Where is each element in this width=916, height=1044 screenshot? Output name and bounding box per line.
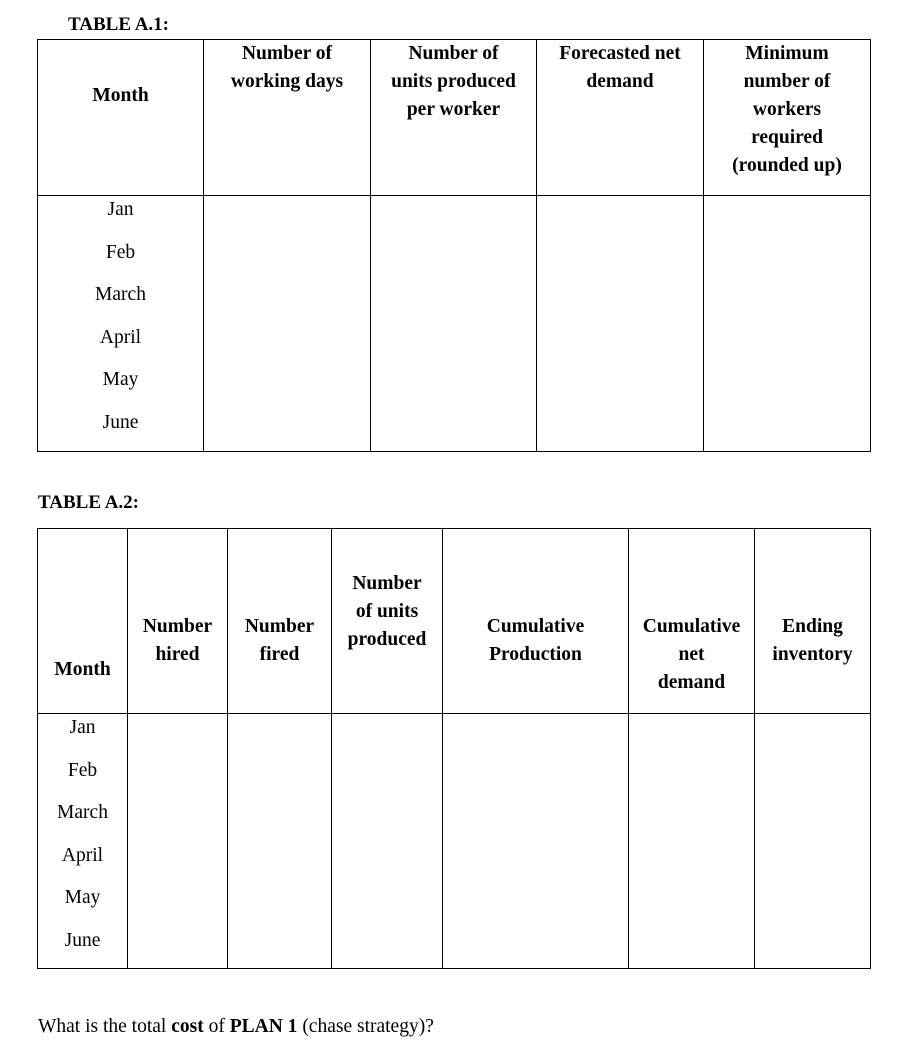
min-workers-cell[interactable] bbox=[704, 196, 871, 452]
working-days-cell[interactable] bbox=[204, 196, 371, 452]
month-label: May bbox=[64, 887, 101, 908]
question-text: What is the total cost of PLAN 1 (chase strategy)? bbox=[38, 1016, 434, 1037]
units-produced-cell[interactable] bbox=[332, 714, 443, 969]
ending-inventory-cell[interactable] bbox=[755, 714, 871, 969]
month-label: March bbox=[57, 802, 108, 823]
header-ending-inventory: Ending inventory bbox=[755, 529, 871, 714]
header-cumulative-net-demand: Cumulative net demand bbox=[629, 529, 755, 714]
month-label: April bbox=[99, 326, 142, 348]
month-label: March bbox=[95, 284, 146, 305]
header-units-per-worker: Number of units produced per worker bbox=[371, 40, 537, 196]
table-a2-caption: TABLE A.2: bbox=[38, 492, 140, 513]
month-label: Feb bbox=[67, 759, 98, 781]
units-per-worker-cell[interactable] bbox=[371, 196, 537, 452]
header-cumulative-production: Cumulative Production bbox=[443, 529, 629, 714]
month-label: Jan bbox=[107, 199, 134, 220]
cumulative-production-cell[interactable] bbox=[443, 714, 629, 969]
header-number-hired: Number hired bbox=[128, 529, 228, 714]
forecasted-demand-cell[interactable] bbox=[537, 196, 704, 452]
number-fired-cell[interactable] bbox=[228, 714, 332, 969]
header-working-days: Number of working days bbox=[204, 40, 371, 196]
header-month: Month bbox=[38, 529, 128, 714]
table-a2 bbox=[37, 528, 871, 969]
month-label: Feb bbox=[105, 241, 136, 263]
month-label: June bbox=[64, 929, 101, 951]
table-a1-caption: TABLE A.1: bbox=[68, 14, 170, 35]
header-min-workers: Minimum number of workers required (rounded up) bbox=[704, 40, 871, 196]
month-cell bbox=[38, 196, 204, 452]
cumulative-net-demand-cell[interactable] bbox=[629, 714, 755, 969]
month-cell bbox=[38, 714, 128, 969]
month-label: June bbox=[102, 411, 139, 433]
month-label: Jan bbox=[69, 717, 96, 738]
header-units-produced: Number of units produced bbox=[332, 529, 443, 714]
header-month: Month bbox=[38, 40, 204, 196]
month-label: April bbox=[61, 844, 104, 866]
number-hired-cell[interactable] bbox=[128, 714, 228, 969]
header-forecasted-demand: Forecasted net demand bbox=[537, 40, 704, 196]
month-label: May bbox=[102, 369, 139, 390]
table-a1 bbox=[37, 39, 871, 452]
header-number-fired: Number fired bbox=[228, 529, 332, 714]
